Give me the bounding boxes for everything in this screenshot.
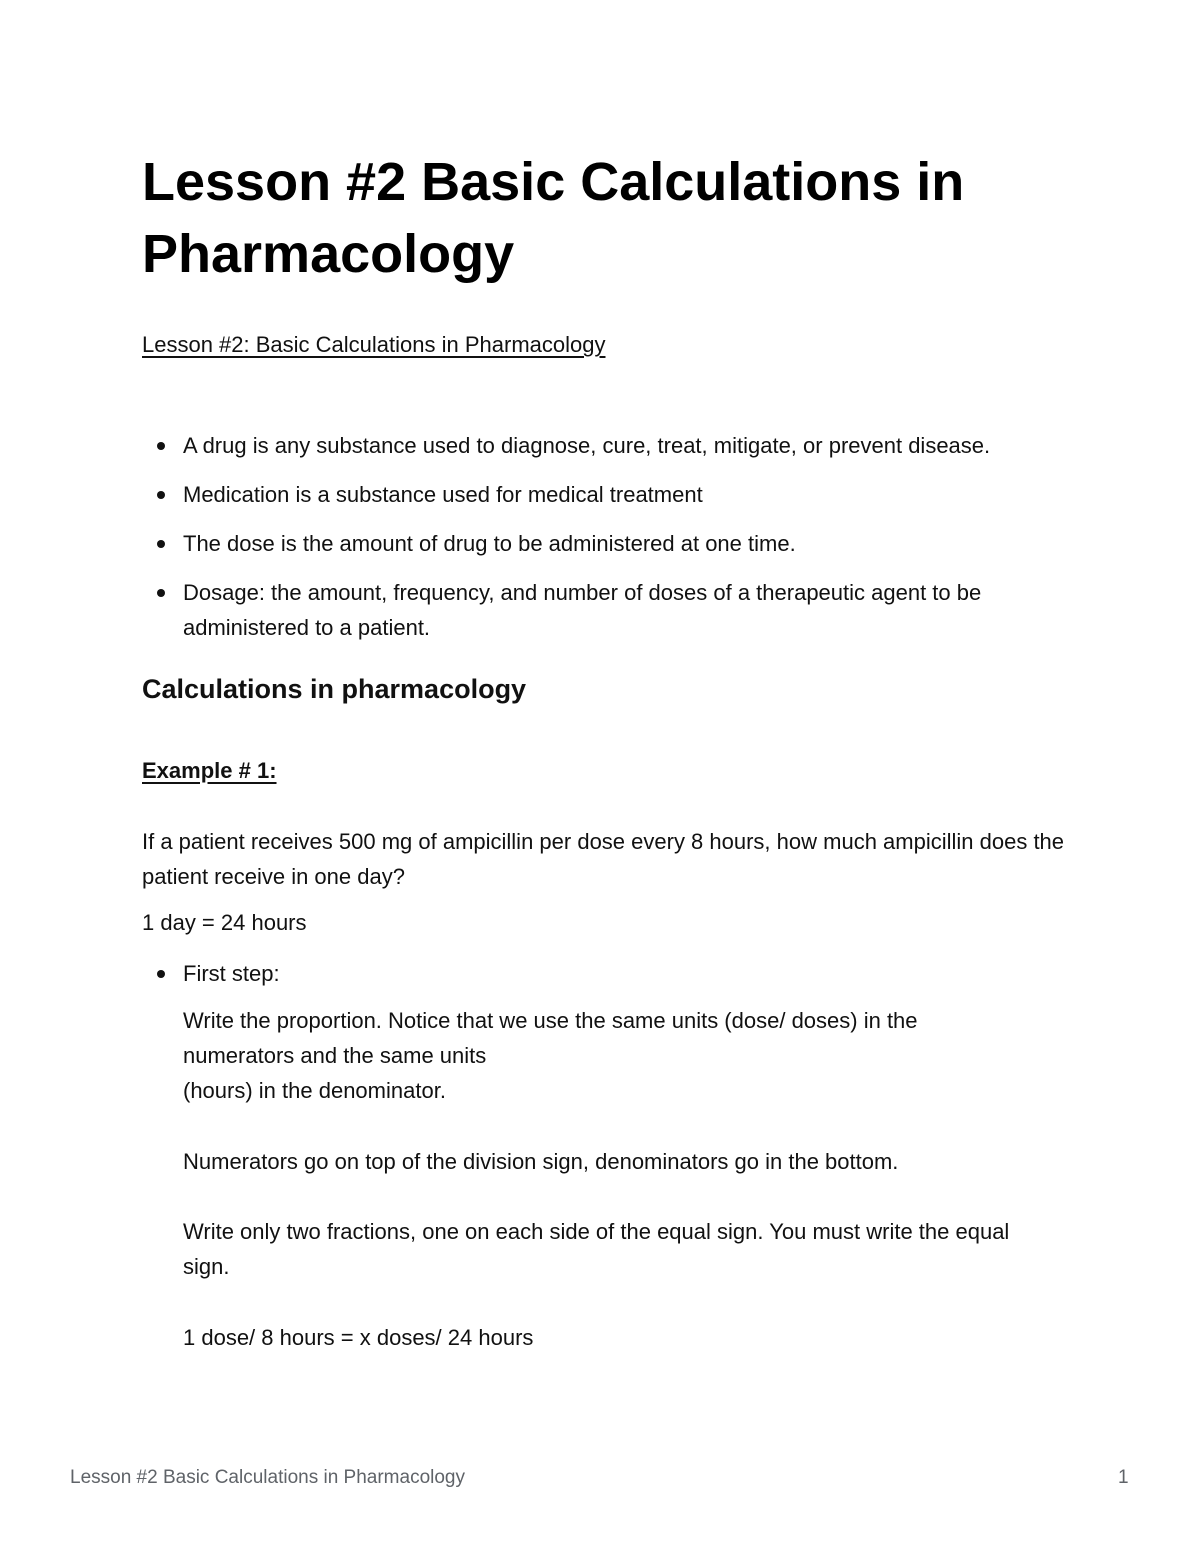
conversion-text: 1 day = 24 hours <box>142 910 307 935</box>
step-label: First step: <box>142 956 1062 991</box>
list-item: The dose is the amount of drug to be administered at one time. <box>142 526 1062 561</box>
page-number: 1 <box>1118 1467 1129 1488</box>
question-text: If a patient receives 500 mg of ampicillin per dose every 8 hours, how much ampicillin does the patient receive in one day? <box>142 829 1065 889</box>
page-title: Lesson #2 Basic Calculations in Pharmacology <box>142 152 965 284</box>
subtitle: Lesson #2: Basic Calculations in Pharmacology <box>142 332 606 357</box>
step-line: numerators and the same units <box>183 1043 487 1068</box>
rule-fractions: Write only two fractions, one on each side of the equal sign. You must write the equal sign. <box>183 1219 1010 1279</box>
proportion-equation: 1 dose/ 8 hours = x doses/ 24 hours <box>183 1325 534 1350</box>
definitions-list <box>142 428 1062 645</box>
list-item: Dosage: the amount, frequency, and number of doses of a therapeutic agent to be administered to a patient. <box>142 575 1062 645</box>
footer-title: Lesson #2 Basic Calculations in Pharmacology <box>70 1467 465 1488</box>
step-line: Write the proportion. Notice that we use the same units (dose/ doses) in the <box>183 1008 918 1033</box>
example-heading: Example # 1: <box>142 758 277 783</box>
step-description <box>183 1003 1033 1108</box>
steps-list <box>142 956 1062 991</box>
list-item: Medication is a substance used for medical treatment <box>142 477 1062 512</box>
rule-numerators: Numerators go on top of the division sign, denominators go in the bottom. <box>183 1149 899 1174</box>
step-line: (hours) in the denominator. <box>183 1078 446 1103</box>
list-item: A drug is any substance used to diagnose, cure, treat, mitigate, or prevent disease. <box>142 428 1062 463</box>
section-heading: Calculations in pharmacology <box>142 674 527 704</box>
